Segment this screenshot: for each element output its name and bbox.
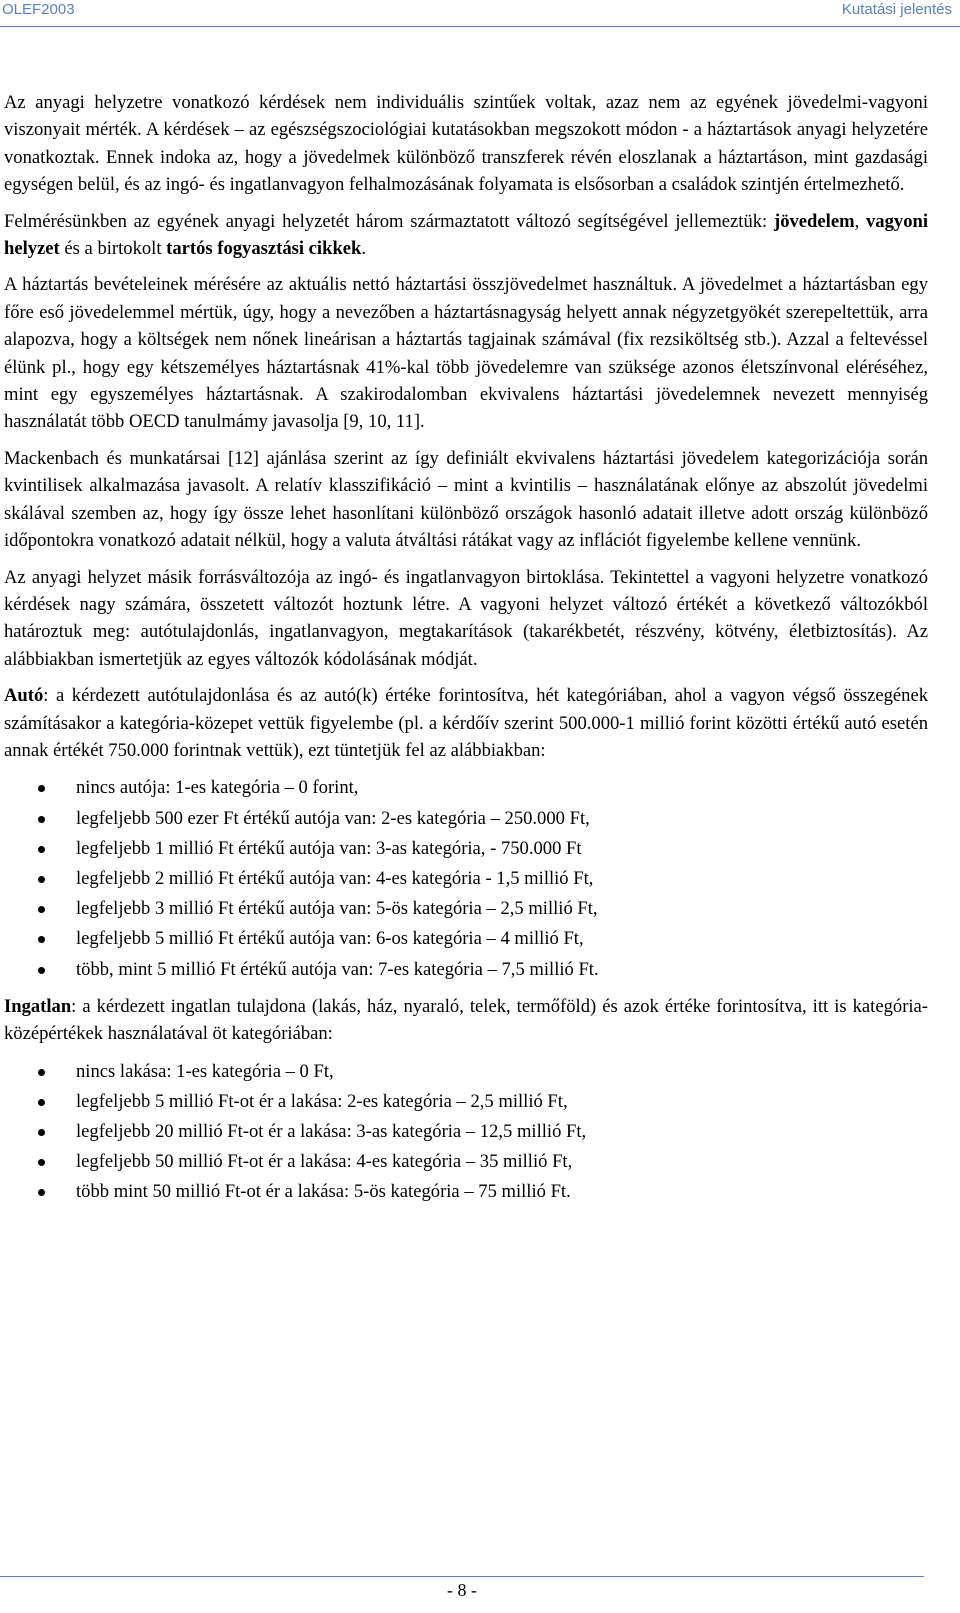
term-income: jövedelem bbox=[774, 210, 855, 232]
list-item: legfeljebb 20 millió Ft-ot ér a lakása: 3-as kategória – 12,5 millió Ft, bbox=[4, 1117, 928, 1147]
paragraph-wealth: Az anyagi helyzet másik forrásváltozója az ingó- és ingatlanvagyon birtoklása. Tekintettel a vagyoni helyzetre vonatkozó kérdések nagy számára, összetett változót hoztunk létre. A vagyoni helyzet változó értékét a következő változókból határoztuk meg: autótulajdonlás, ingatlanvagyon, megtakarítások (takarékbetét, részvény, kötvény, életbiztosítás). Az alábbiakban ismertetjük az egyes változók kódolásának módját. bbox=[4, 566, 928, 670]
text-run: , bbox=[854, 210, 866, 232]
paragraph-income: A háztartás bevételeinek mérésére az aktuális nettó háztartási összjövedelmet használtuk. A jövedelmet a háztartásban egy főre eső jövedelemmel mértük, úgy, hogy a nevezőben a háztartásnagyság helyett annak négyzetgyökét szerepeltettük, arra alapozva, hogy a költségek nem nőnek lineárisan a háztartás tagjainak számával (fix rezsiköltség stb.). Azzal a feltevéssel élünk pl., hogy egy kétszemélyes háztartásnak 41%-kal több jövedelemre van szüksége azonos életszínvonal eléréséhez, mint egy egyszemélyes háztartásnak. A szakirodalomban ekvivalens háztartási jövedelemnek nevezett mennyiség használatát több OECD tanulmámy javasolja [9, 10, 11]. bbox=[4, 274, 928, 433]
text-run: : a kérdezett autótulajdonlása és az autó(k) értéke forintosítva, hét kategóriában, ahol a vagyon végső összegének számításakor a kategória-közepet vettük figyelembe (pl. a kérdőív szerint 500.000-1 millió forint közötti értékű autó esetén annak értékét 750.000 forintnak vettük), ezt tüntetjük fel az alábbiakban: bbox=[4, 685, 928, 761]
body-text bbox=[4, 89, 928, 1216]
list-item: legfeljebb 5 millió Ft-ot ér a lakása: 2-es kategória – 2,5 millió Ft, bbox=[4, 1087, 928, 1117]
car-category-list bbox=[4, 773, 928, 984]
text-run: és a birtokolt bbox=[59, 238, 167, 260]
list-item: legfeljebb 5 millió Ft értékű autója van: 6-os kategória – 4 millió Ft, bbox=[4, 924, 928, 954]
list-item: legfeljebb 3 millió Ft értékű autója van: 5-ös kategória – 2,5 millió Ft, bbox=[4, 894, 928, 924]
text-run: : a kérdezett ingatlan tulajdona (lakás, ház, nyaraló, telek, termőföld) és azok értéke forintosítva, itt is kategória-középértékek használatával öt kategóriában: bbox=[4, 995, 928, 1045]
paragraph-quintiles: Mackenbach és munkatársai [12] ajánlása szerint az így definiált ekvivalens háztartási jövedelem kategorizációja során kvintilisek alkalmazása javasolt. A relatív klasszifikáció – mint a kvintilis – használatának előnye az abszolút jövedelmi skálával szemben az, hogy így össze lehet hasonlítani különböző országok hasonló adatait illetve adott ország különböző időpontokra vonatkozó adatait nélkül, hogy a valuta átváltási rátákat vagy az inflációt figyelembe kellene vennünk. bbox=[4, 447, 928, 552]
paragraph-car bbox=[4, 682, 928, 764]
list-item: legfeljebb 500 ezer Ft értékű autója van: 2-es kategória – 250.000 Ft, bbox=[4, 804, 928, 834]
paragraph-variables bbox=[4, 208, 928, 263]
list-item: nincs lakása: 1-es kategória – 0 Ft, bbox=[4, 1057, 928, 1087]
paragraph-property bbox=[4, 993, 928, 1048]
term-property: Ingatlan bbox=[4, 995, 72, 1017]
list-item: több mint 50 millió Ft-ot ér a lakása: 5-ös kategória – 75 millió Ft. bbox=[4, 1177, 928, 1207]
header-doc-id: OLEF2003 bbox=[2, 1, 75, 18]
list-item: nincs autója: 1-es kategória – 0 forint, bbox=[4, 773, 928, 803]
header-doc-title: Kutatási jelentés bbox=[841, 1, 952, 18]
list-item: legfeljebb 1 millió Ft értékű autója van: 3-as kategória, - 750.000 Ft bbox=[4, 834, 928, 864]
text-run: Felmérésünkben az egyének anyagi helyzetét három származtatott változó segítségével jellemeztük: bbox=[4, 210, 775, 232]
page-number: - 8 - bbox=[447, 1580, 477, 1600]
paragraph-material-situation: Az anyagi helyzetre vonatkozó kérdések nem individuális szintűek voltak, azaz nem az egyének jövedelmi-vagyoni viszonyait mérték. A kérdések – az egészségszociológiai kutatásokban megszokott módon - a háztartások anyagi helyzetére vonatkoztak. Ennek indoka az, hogy a jövedelmek különböző transzferek révén eloszlanak a háztartáson, mint gazdasági egységen belül, és az ingó- és ingatlanvagyon felhalmozásának folyamata is elsősorban a családok szintjén értelmezhető. bbox=[4, 92, 928, 196]
page-header bbox=[0, 0, 960, 27]
property-category-list bbox=[4, 1057, 928, 1208]
term-durables: tartós fogyasztási cikkek bbox=[166, 238, 362, 260]
list-item: több, mint 5 millió Ft értékű autója van: 7-es kategória – 7,5 millió Ft. bbox=[4, 955, 928, 985]
page-footer bbox=[0, 1576, 960, 1613]
text-run: . bbox=[361, 238, 367, 260]
footer-rule bbox=[0, 1576, 924, 1577]
term-car: Autó bbox=[4, 685, 44, 707]
term-wealth: vagyoni helyzet bbox=[4, 210, 928, 260]
list-item: legfeljebb 2 millió Ft értékű autója van: 4-es kategória - 1,5 millió Ft, bbox=[4, 864, 928, 894]
list-item: legfeljebb 50 millió Ft-ot ér a lakása: 4-es kategória – 35 millió Ft, bbox=[4, 1147, 928, 1177]
